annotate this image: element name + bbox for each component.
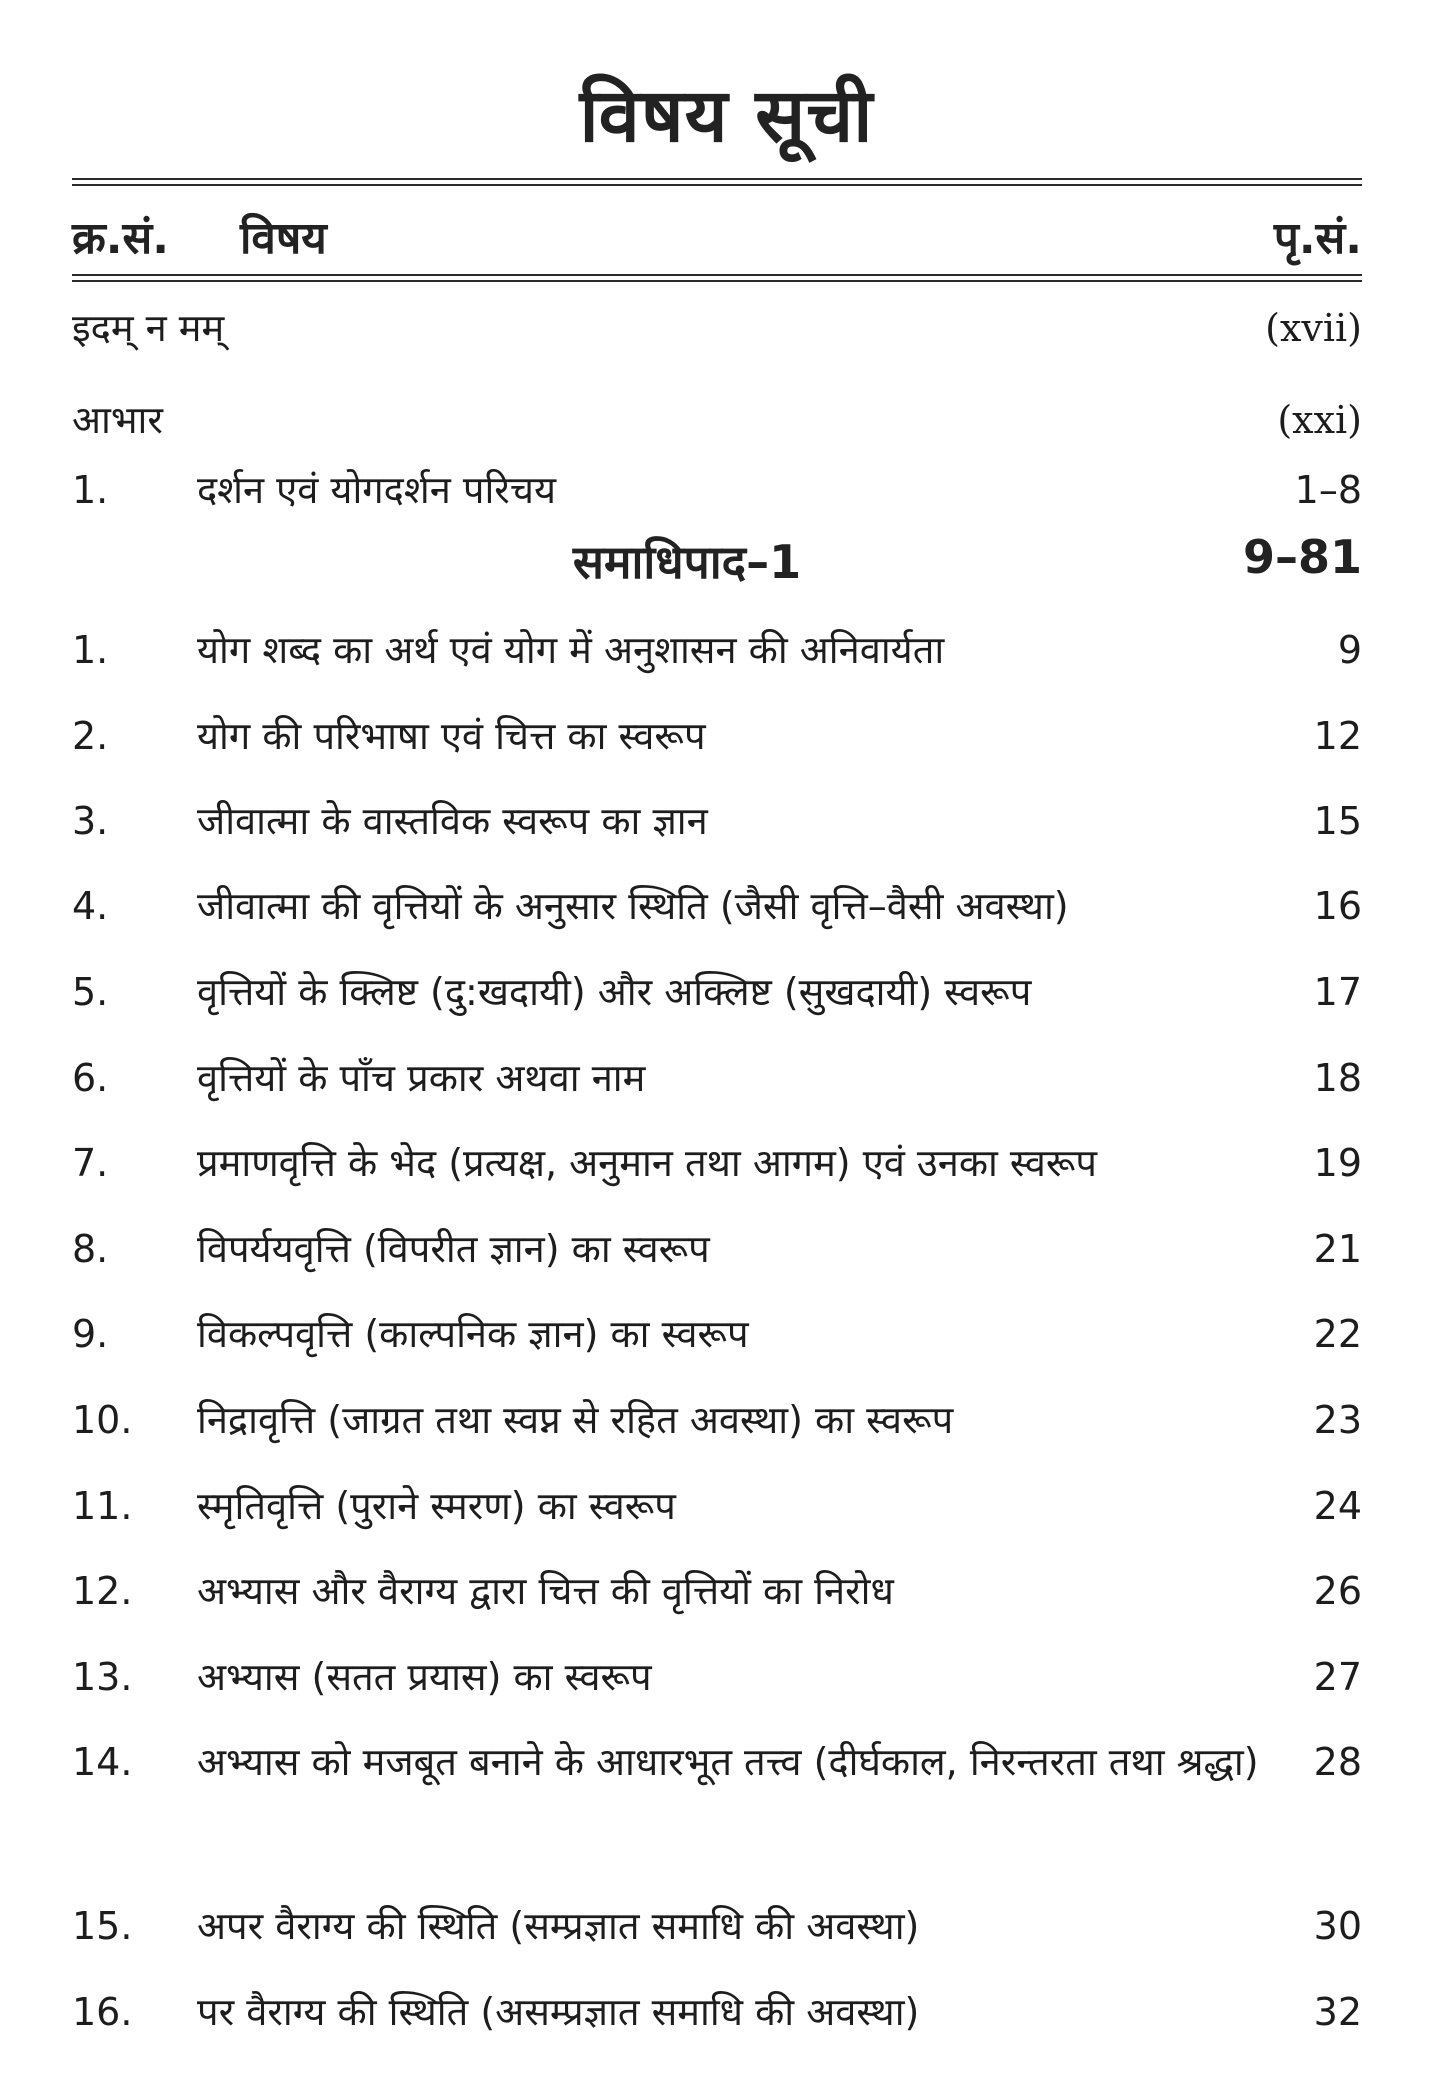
section-title: समाधिपाद–1 <box>572 535 802 589</box>
page-title: विषय सूची <box>579 73 874 159</box>
toc-entry-page: 1–8 <box>1294 468 1362 512</box>
toc-entry-text: पर वैराग्य की स्थिति (असम्प्रज्ञात समाधि की अवस्था) <box>197 1990 920 2034</box>
toc-entry-page: 12 <box>1313 714 1362 758</box>
toc-entry-page: 22 <box>1313 1312 1362 1356</box>
header-rule <box>72 274 1362 276</box>
toc-entry-page: 32 <box>1313 1990 1362 2034</box>
page-column-header: पृ.सं. <box>1273 213 1362 264</box>
toc-entry-number: 10. <box>72 1398 133 1442</box>
table-header <box>72 206 1362 266</box>
section-page-range: 9–81 <box>1242 530 1362 584</box>
toc-entry-number: 14. <box>72 1740 133 1784</box>
top-rule <box>72 178 1362 180</box>
header-rule-double <box>72 280 1362 282</box>
toc-entry-text: योग शब्द का अर्थ एवं योग में अनुशासन की अनिवार्यता <box>197 628 945 672</box>
toc-entry-page: 26 <box>1313 1569 1362 1613</box>
toc-entry-text: अपर वैराग्य की स्थिति (सम्प्रज्ञात समाधि की अवस्था) <box>197 1904 920 1948</box>
toc-entry-text: दर्शन एवं योगदर्शन परिचय <box>197 468 557 512</box>
toc-entry-text: स्मृतिवृत्ति (पुराने स्मरण) का स्वरूप <box>197 1484 676 1528</box>
toc-entry-text: जीवात्मा की वृत्तियों के अनुसार स्थिति (जैसी वृत्ति–वैसी अवस्था) <box>197 884 1069 928</box>
toc-entry-page: 16 <box>1313 884 1362 928</box>
toc-entry-text: आभार <box>72 398 163 442</box>
toc-entry-page: 30 <box>1313 1904 1362 1948</box>
toc-entry-number: 11. <box>72 1484 133 1528</box>
toc-entry-text: अभ्यास (सतत प्रयास) का स्वरूप <box>197 1655 652 1699</box>
toc-entry-number: 13. <box>72 1655 133 1699</box>
toc-entry-page: 21 <box>1313 1227 1362 1271</box>
toc-entry-text: अभ्यास को मजबूत बनाने के आधारभूत तत्त्व (दीर्घकाल, निरन्तरता तथा श्रद्धा) <box>197 1740 1259 1784</box>
toc-entry-page: 9 <box>1337 628 1362 672</box>
toc-entry-page: 19 <box>1313 1141 1362 1185</box>
toc-entry-text: वृत्तियों के क्लिष्ट (दु:खदायी) और अक्लिष्ट (सुखदायी) स्वरूप <box>197 970 1032 1014</box>
toc-entry-text: वृत्तियों के पाँच प्रकार अथवा नाम <box>197 1056 646 1100</box>
toc-entry-page: 17 <box>1313 970 1362 1014</box>
toc-entry-text: अभ्यास और वैराग्य द्वारा चित्त की वृत्तियों का निरोध <box>197 1569 894 1613</box>
toc-entry-number: 15. <box>72 1904 133 1948</box>
toc-entry-number: 3. <box>72 799 109 843</box>
toc-entry-text: विपर्ययवृत्ति (विपरीत ज्ञान) का स्वरूप <box>197 1227 710 1271</box>
toc-entry-text: योग की परिभाषा एवं चित्त का स्वरूप <box>197 714 706 758</box>
toc-entry-page: 28 <box>1313 1740 1362 1784</box>
toc-entry-text: इदम् न मम् <box>72 306 225 350</box>
toc-entry-number: 4. <box>72 884 109 928</box>
toc-entry-text: निद्रावृत्ति (जाग्रत तथा स्वप्न से रहित अवस्था) का स्वरूप <box>197 1398 954 1442</box>
top-rule-double <box>72 184 1362 186</box>
toc-entry-text: विकल्पवृत्ति (काल्पनिक ज्ञान) का स्वरूप <box>197 1312 749 1356</box>
toc-entry-text: जीवात्मा के वास्तविक स्वरूप का ज्ञान <box>197 799 708 843</box>
toc-entry-page: (xxi) <box>1277 398 1362 442</box>
toc-entry-number: 1. <box>72 628 109 672</box>
toc-entry-number: 9. <box>72 1312 109 1356</box>
toc-entry-page: 18 <box>1313 1056 1362 1100</box>
serial-column-header: क्र.सं. <box>72 213 169 264</box>
toc-entry-number: 6. <box>72 1056 109 1100</box>
toc-entry-number: 16. <box>72 1990 133 2034</box>
toc-entry-number: 12. <box>72 1569 133 1613</box>
toc-entry-number: 7. <box>72 1141 109 1185</box>
toc-entry-number: 1. <box>72 468 109 512</box>
toc-entry-number: 2. <box>72 714 109 758</box>
toc-entry-number: 5. <box>72 970 109 1014</box>
toc-entry-page: 15 <box>1313 799 1362 843</box>
toc-entry-page: (xvii) <box>1265 306 1362 350</box>
toc-entry-text: प्रमाणवृत्ति के भेद (प्रत्यक्ष, अनुमान तथा आगम) एवं उनका स्वरूप <box>197 1141 1097 1185</box>
subject-column-header: विषय <box>240 213 327 264</box>
toc-entry-page: 27 <box>1313 1655 1362 1699</box>
toc-entry-number: 8. <box>72 1227 109 1271</box>
toc-entry-page: 23 <box>1313 1398 1362 1442</box>
toc-entry-page: 24 <box>1313 1484 1362 1528</box>
